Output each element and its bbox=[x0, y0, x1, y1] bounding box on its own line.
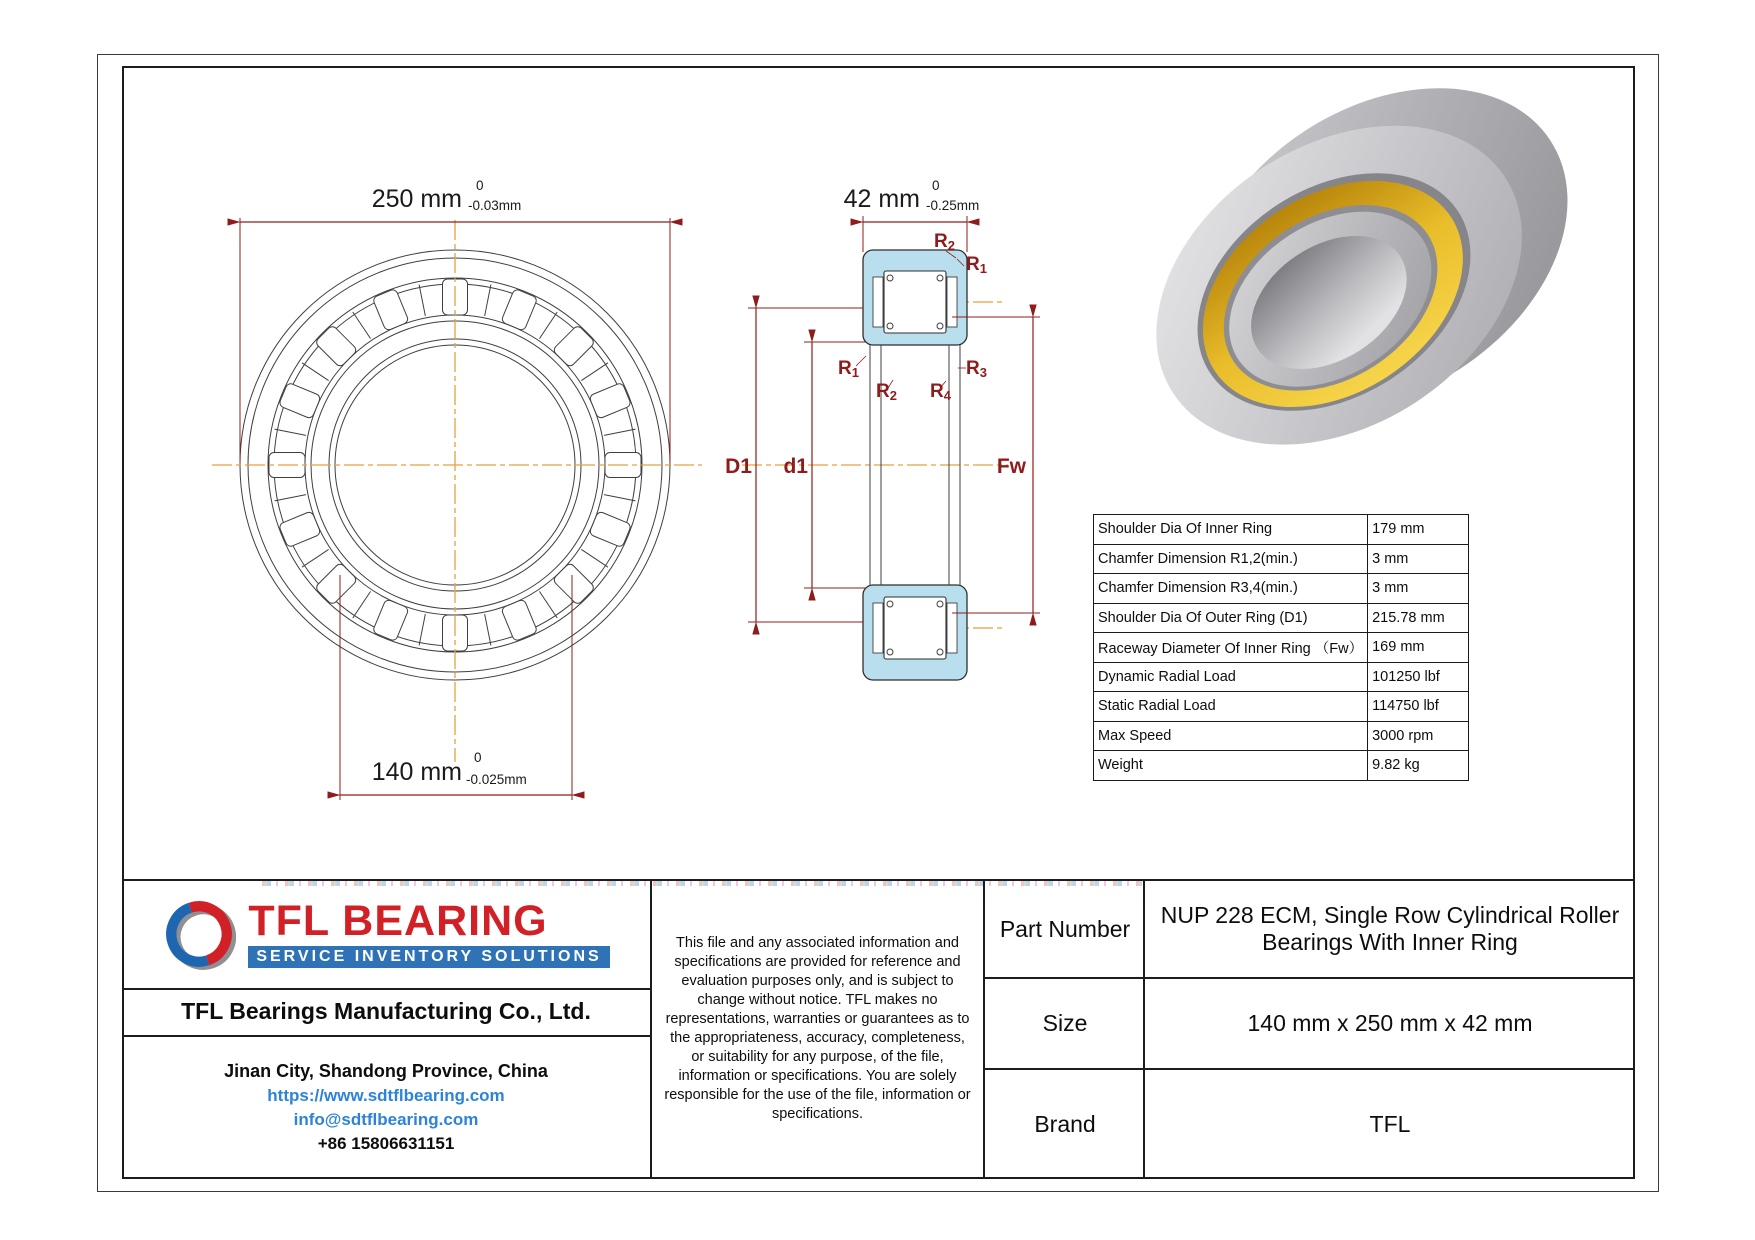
brand-text: TFL bbox=[1369, 1111, 1411, 1137]
outer-dim-tol-upper: 0 bbox=[476, 178, 484, 193]
cage-pin bbox=[937, 323, 943, 329]
email-link[interactable]: info@sdtflbearing.com bbox=[293, 1109, 479, 1129]
chamfer-label-r1-right: R1 bbox=[966, 254, 987, 276]
spec-label: Static Radial Load bbox=[1094, 692, 1368, 722]
cage-bar bbox=[353, 591, 371, 618]
logo-brand-text: TFL BEARING bbox=[248, 896, 548, 945]
part-number-value bbox=[1145, 881, 1635, 977]
chamfer-label-r2-top: R2 bbox=[934, 231, 955, 253]
size-text: 140 mm x 250 mm x 42 mm bbox=[1247, 1010, 1533, 1036]
brand-value bbox=[1145, 1070, 1635, 1179]
cage-pin bbox=[887, 275, 893, 281]
label-d1: d1 bbox=[783, 455, 808, 478]
spec-value: 3 mm bbox=[1368, 574, 1469, 604]
spec-row bbox=[1094, 544, 1469, 574]
cage-slot-right-top bbox=[947, 277, 957, 327]
cage-pin bbox=[937, 275, 943, 281]
chamfer-label-r4: R4 bbox=[930, 381, 951, 403]
spec-label: Raceway Diameter Of Inner Ring （Fw） bbox=[1094, 633, 1368, 663]
spec-table bbox=[1093, 514, 1469, 781]
label-D1: D1 bbox=[725, 455, 752, 478]
width-dim-tol-lower: -0.25mm bbox=[926, 198, 980, 213]
part-number-text: NUP 228 ECM, Single Row Cylindrical Roller Bearings With Inner Ring bbox=[1160, 902, 1620, 955]
logo-text bbox=[248, 896, 609, 968]
spec-value: 3 mm bbox=[1368, 544, 1469, 574]
spec-label: Dynamic Radial Load bbox=[1094, 662, 1368, 692]
spec-value: 215.78 mm bbox=[1368, 603, 1469, 633]
cage-pin bbox=[887, 601, 893, 607]
roller-section-top bbox=[884, 271, 946, 333]
cage-pin bbox=[887, 323, 893, 329]
roller bbox=[552, 325, 595, 368]
cage-slot-right-bottom bbox=[947, 603, 957, 653]
chamfer-label-r2-bottom: R2 bbox=[876, 381, 897, 403]
outer-dim-text: 250 mm bbox=[371, 185, 462, 213]
spec-row bbox=[1094, 515, 1469, 545]
roller-section-bottom bbox=[884, 597, 946, 659]
cage-bar bbox=[581, 363, 608, 381]
spec-row bbox=[1094, 692, 1469, 722]
cage-pin bbox=[937, 649, 943, 655]
cage-bar bbox=[302, 549, 329, 567]
spec-value: 179 mm bbox=[1368, 515, 1469, 545]
logo-swirl-icon bbox=[162, 897, 236, 971]
spec-value: 9.82 kg bbox=[1368, 751, 1469, 781]
website-link[interactable]: https://www.sdtflbearing.com bbox=[267, 1085, 505, 1105]
size-value bbox=[1145, 979, 1635, 1068]
cage-slot-left-top bbox=[873, 277, 883, 327]
spec-row bbox=[1094, 574, 1469, 604]
cage-bar bbox=[302, 363, 329, 381]
cage-bar bbox=[419, 285, 425, 316]
roller bbox=[315, 325, 358, 368]
title-block bbox=[122, 879, 1635, 1179]
logo bbox=[122, 881, 650, 986]
bore-dim-text: 140 mm bbox=[371, 758, 462, 786]
bore-dim-tol-lower: -0.025mm bbox=[466, 772, 527, 787]
outer-dim-tol-lower: -0.03mm bbox=[468, 198, 522, 213]
spec-label: Weight bbox=[1094, 751, 1368, 781]
divider bbox=[983, 879, 985, 1179]
spec-row bbox=[1094, 721, 1469, 751]
label-Fw: Fw bbox=[996, 455, 1026, 478]
spec-value: 101250 lbf bbox=[1368, 662, 1469, 692]
cage-bar bbox=[485, 285, 491, 316]
spec-label: Shoulder Dia Of Outer Ring (D1) bbox=[1094, 603, 1368, 633]
brand-label: Brand bbox=[1034, 1111, 1096, 1137]
cage-bar bbox=[353, 312, 371, 339]
spec-row bbox=[1094, 751, 1469, 781]
spec-label: Chamfer Dimension R1,2(min.) bbox=[1094, 544, 1368, 574]
company-name: TFL Bearings Manufacturing Co., Ltd. bbox=[181, 998, 591, 1024]
cage-bar bbox=[581, 549, 608, 567]
cage-slot-left-bottom bbox=[873, 603, 883, 653]
dimension-width-42 bbox=[844, 178, 980, 252]
cage-bar bbox=[604, 495, 635, 501]
part-number-label: Part Number bbox=[999, 915, 1131, 942]
spec-row bbox=[1094, 662, 1469, 692]
company-address: Jinan City, Shandong Province, China bbox=[224, 1060, 548, 1081]
chamfer-label-r1-left: R1 bbox=[838, 358, 859, 380]
disclaimer bbox=[652, 881, 983, 1177]
bearing-3d-render bbox=[1092, 66, 1630, 510]
logo-tagline-banner: SERVICE INVENTORY SOLUTIONS bbox=[248, 946, 609, 968]
spec-row bbox=[1094, 633, 1469, 663]
cage-bar bbox=[275, 495, 306, 501]
chamfer-label-r3: R3 bbox=[966, 358, 987, 380]
width-dim-tol-upper: 0 bbox=[932, 178, 940, 193]
disclaimer-text: This file and any associated information and specifications are provided for reference and evaluation purposes only, and is subject to change without notice. TFL makes no representations, warranties or guarantees as to the appropriateness, accuracy, completeness, or suitability for any purpose, of the file, information or specifications. You are solely responsible for the use of the file, information or specifications. bbox=[664, 935, 971, 1122]
bore-dim-tol-upper: 0 bbox=[474, 750, 482, 765]
spec-label: Chamfer Dimension R3,4(min.) bbox=[1094, 574, 1368, 604]
spec-row bbox=[1094, 603, 1469, 633]
cage-bar bbox=[604, 429, 635, 435]
cage-pin bbox=[887, 649, 893, 655]
phone-number: +86 15806631151 bbox=[317, 1133, 455, 1153]
size-label: Size bbox=[1042, 1010, 1088, 1036]
spec-label: Max Speed bbox=[1094, 721, 1368, 751]
cage-bar bbox=[485, 614, 491, 645]
spec-label: Shoulder Dia Of Inner Ring bbox=[1094, 515, 1368, 545]
contact-info bbox=[122, 1035, 650, 1179]
spec-value: 114750 lbf bbox=[1368, 692, 1469, 722]
cage-bar bbox=[539, 312, 557, 339]
spec-value: 169 mm bbox=[1368, 633, 1469, 663]
spec-value: 3000 rpm bbox=[1368, 721, 1469, 751]
cage-bar bbox=[275, 429, 306, 435]
cage-bar bbox=[419, 614, 425, 645]
width-dim-text: 42 mm bbox=[843, 185, 920, 213]
roller bbox=[315, 562, 358, 605]
roller bbox=[552, 562, 595, 605]
cage-bar bbox=[539, 591, 557, 618]
cage-pin bbox=[937, 601, 943, 607]
